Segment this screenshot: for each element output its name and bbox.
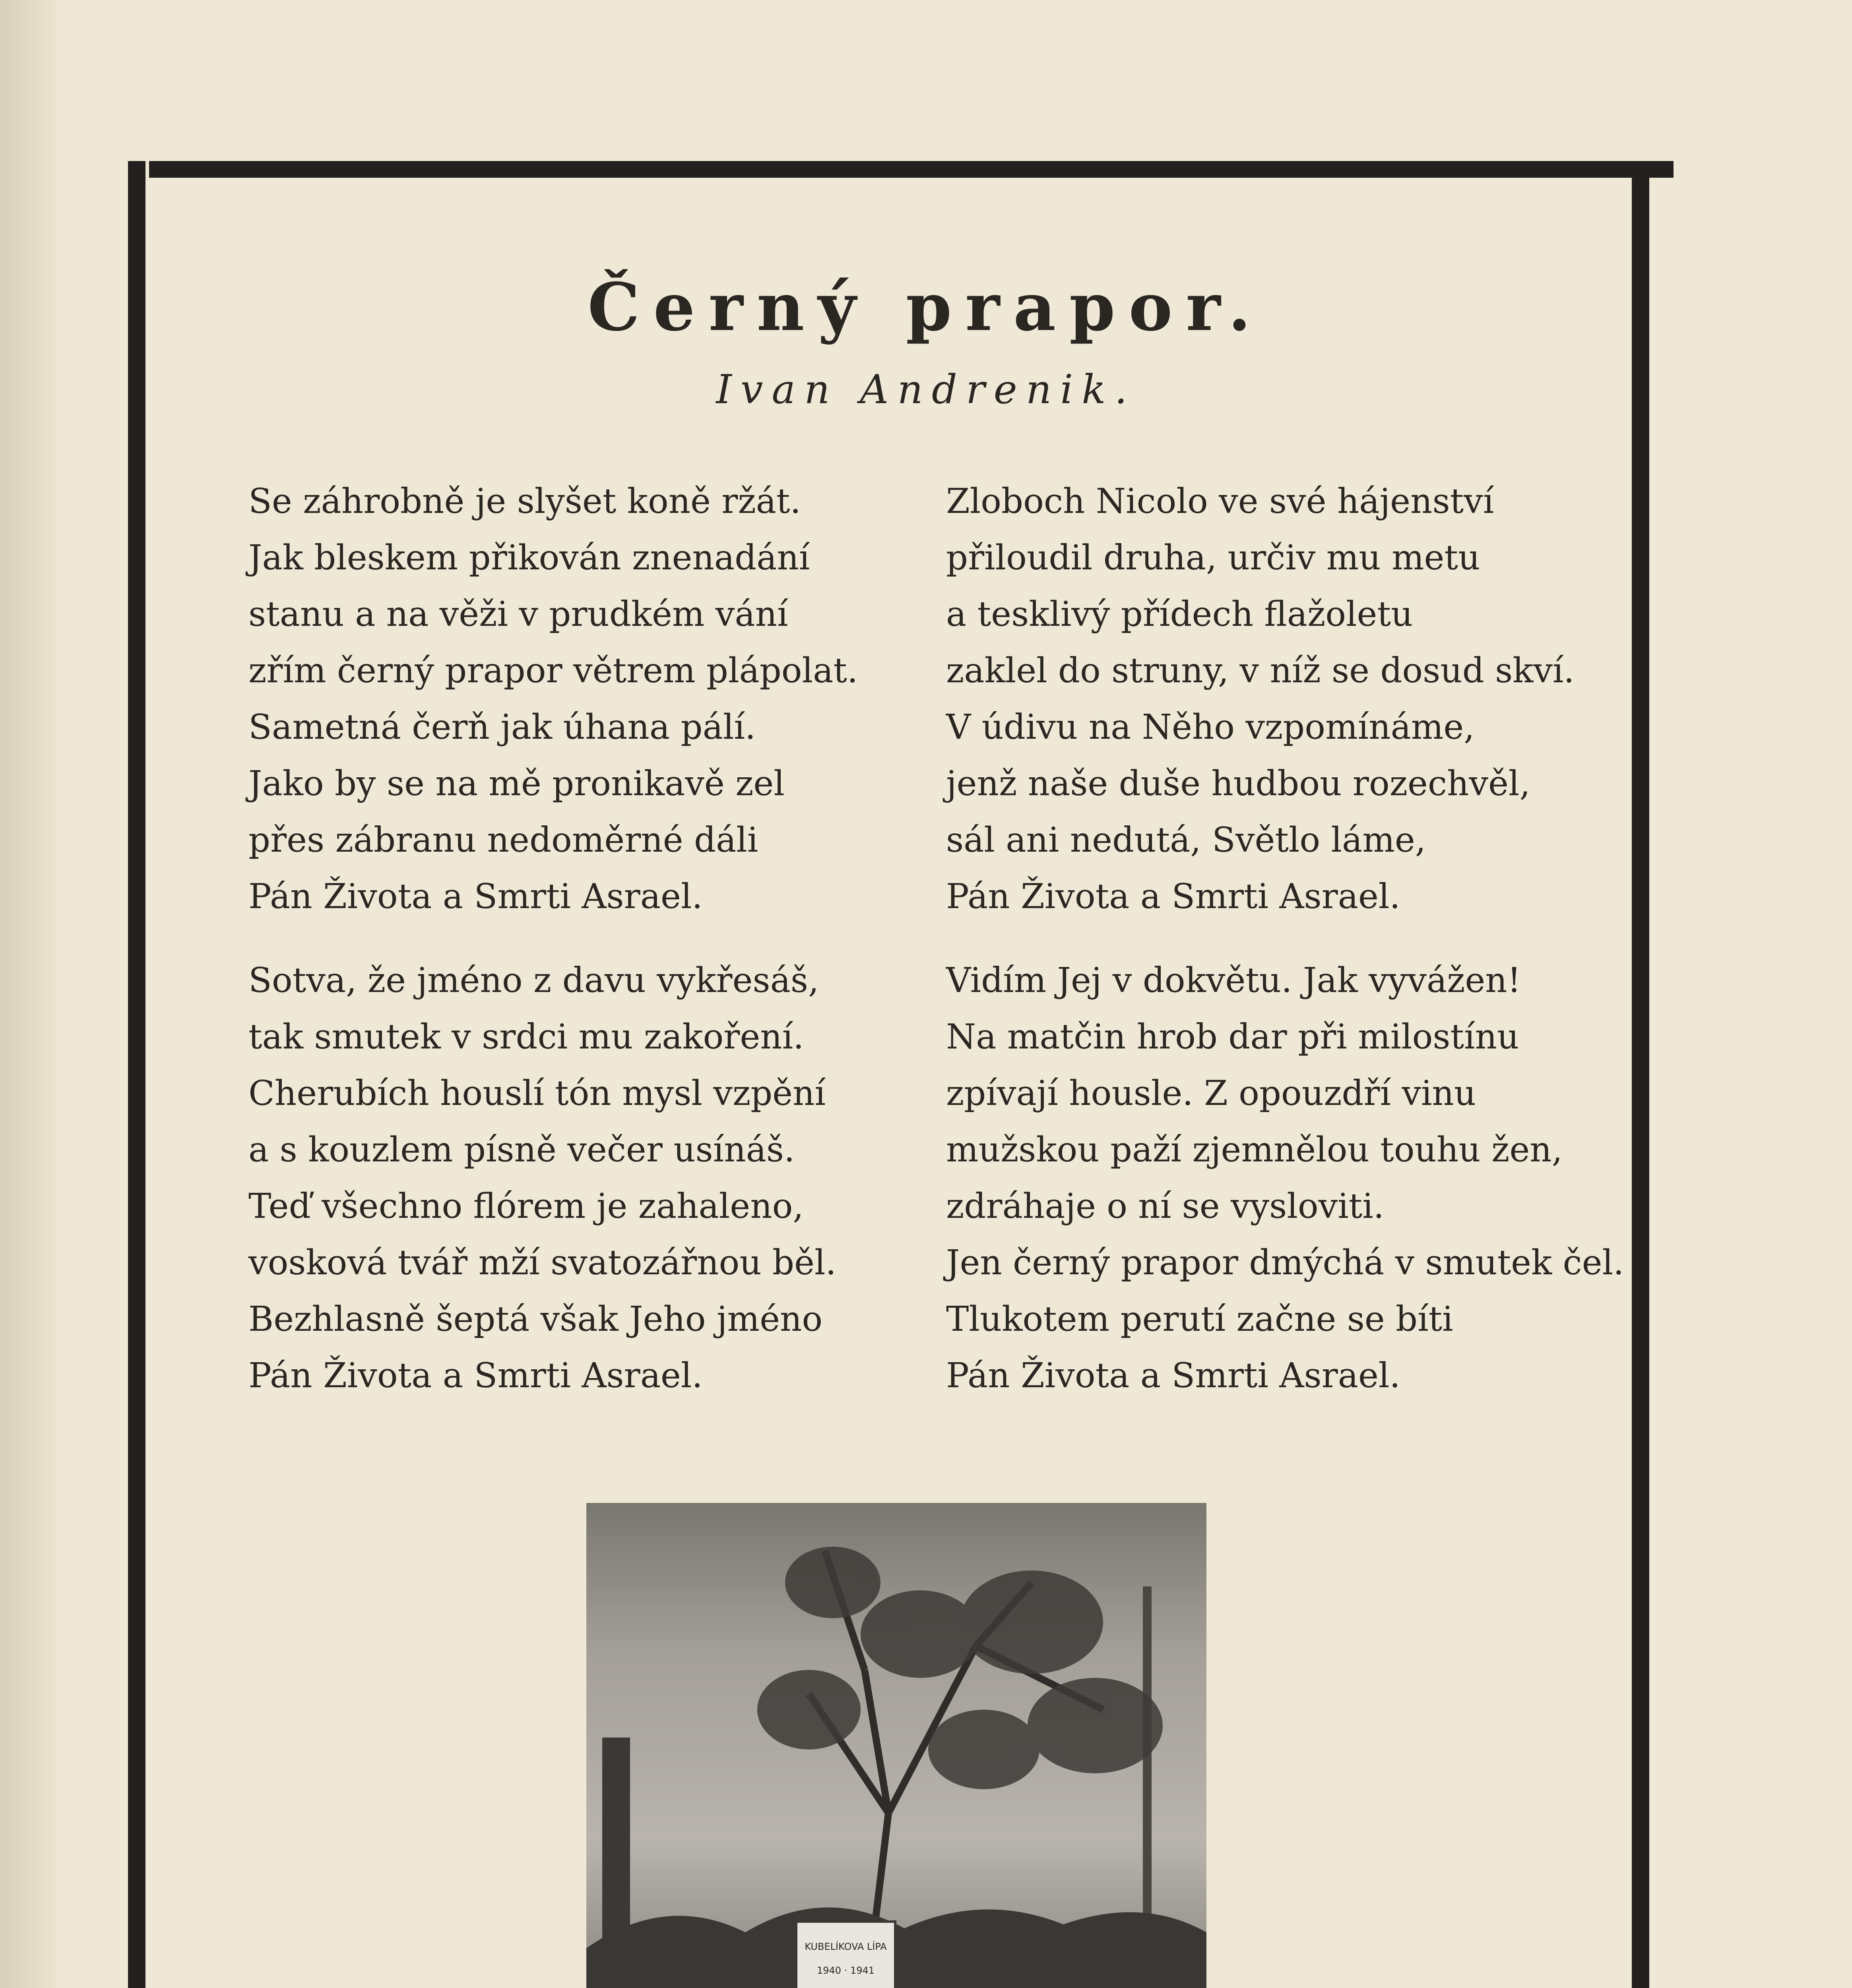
poem-line: Teď všechno flórem je zahaleno, bbox=[248, 1186, 804, 1226]
poem-line: mužskou paží zjemnělou touhu žen, bbox=[946, 1130, 1563, 1170]
poem-line: zaklel do struny, v níž se dosud skví. bbox=[946, 651, 1575, 691]
frame-border-right bbox=[1632, 177, 1649, 1988]
poem-line: Vidím Jej v dokvětu. Jak vyvážen! bbox=[946, 961, 1521, 1000]
stanza-4 bbox=[946, 952, 1624, 1404]
frame-border-left bbox=[128, 161, 145, 1988]
poem-line: a s kouzlem písně večer usínáš. bbox=[248, 1130, 795, 1170]
poem-line: Pán Života a Smrti Asrael. bbox=[946, 1356, 1400, 1396]
poem-line: jenž naše duše hudbou rozechvěl, bbox=[946, 764, 1530, 804]
poem-line: a tesklivý přídech flažoletu bbox=[946, 594, 1413, 634]
poem-line: zřím černý prapor větrem plápolat. bbox=[248, 651, 858, 691]
poem-line: Tlukotem perutí začne se bíti bbox=[946, 1299, 1453, 1339]
poem-line: přiloudil druha, určiv mu metu bbox=[946, 538, 1480, 578]
poem-line: Na matčin hrob dar při milostínu bbox=[946, 1017, 1519, 1057]
sign-years: 1940 · 1941 bbox=[816, 1965, 875, 1976]
poem-line: Pán Života a Smrti Asrael. bbox=[946, 877, 1400, 916]
poem-line: zdráhaje o ní se vysloviti. bbox=[946, 1186, 1385, 1226]
poem-line: Jak bleskem přikován znenadání bbox=[248, 538, 810, 578]
poem-line: Sotva, že jméno z davu vykřesáš, bbox=[248, 961, 819, 1000]
poem-author: Ivan Andrenik. bbox=[716, 366, 1136, 413]
poem-line: vosková tvář mží svatozářnou běl. bbox=[248, 1243, 836, 1283]
poem-line: Pán Života a Smrti Asrael. bbox=[248, 1356, 703, 1396]
tree-photograph bbox=[586, 1503, 1206, 1988]
poem-line: sál ani nedutá, Světlo láme, bbox=[946, 820, 1426, 860]
poem-line: Pán Života a Smrti Asrael. bbox=[248, 877, 703, 916]
poem-line: přes zábranu nedoměrné dáli bbox=[248, 820, 758, 860]
poem-line: tak smutek v srdci mu zakoření. bbox=[248, 1017, 804, 1057]
poem-line: stanu a na věži v prudkém vání bbox=[248, 594, 788, 634]
poem-line: Sametná čerň jak úhana pálí. bbox=[248, 707, 756, 747]
memorial-sign bbox=[795, 1920, 896, 1988]
poem-line: Se záhrobně je slyšet koně ržát. bbox=[248, 481, 801, 521]
frame-border-top bbox=[149, 161, 1674, 178]
poem-line: Jako by se na mě pronikavě zel bbox=[248, 764, 785, 804]
sign-name: KUBELÍKOVA LÍPA bbox=[805, 1941, 887, 1952]
poem-line: Jen černý prapor dmýchá v smutek čel. bbox=[946, 1243, 1624, 1283]
poem-line: zpívají housle. Z opouzdří vinu bbox=[946, 1074, 1476, 1113]
poem-title: Černý prapor. bbox=[588, 268, 1264, 346]
stanza-2 bbox=[946, 473, 1575, 925]
poem-line: Zloboch Nicolo ve své hájenství bbox=[946, 481, 1494, 521]
poem-line: Cherubích houslí tón mysl vzpění bbox=[248, 1074, 826, 1113]
poem-line: Bezhlasně šeptá však Jeho jméno bbox=[248, 1299, 823, 1339]
tree-illustration bbox=[586, 1503, 1206, 1988]
stanza-3 bbox=[248, 952, 836, 1404]
stanza-1 bbox=[248, 473, 858, 925]
poem-line: V údivu na Něho vzpomínáme, bbox=[946, 707, 1475, 747]
